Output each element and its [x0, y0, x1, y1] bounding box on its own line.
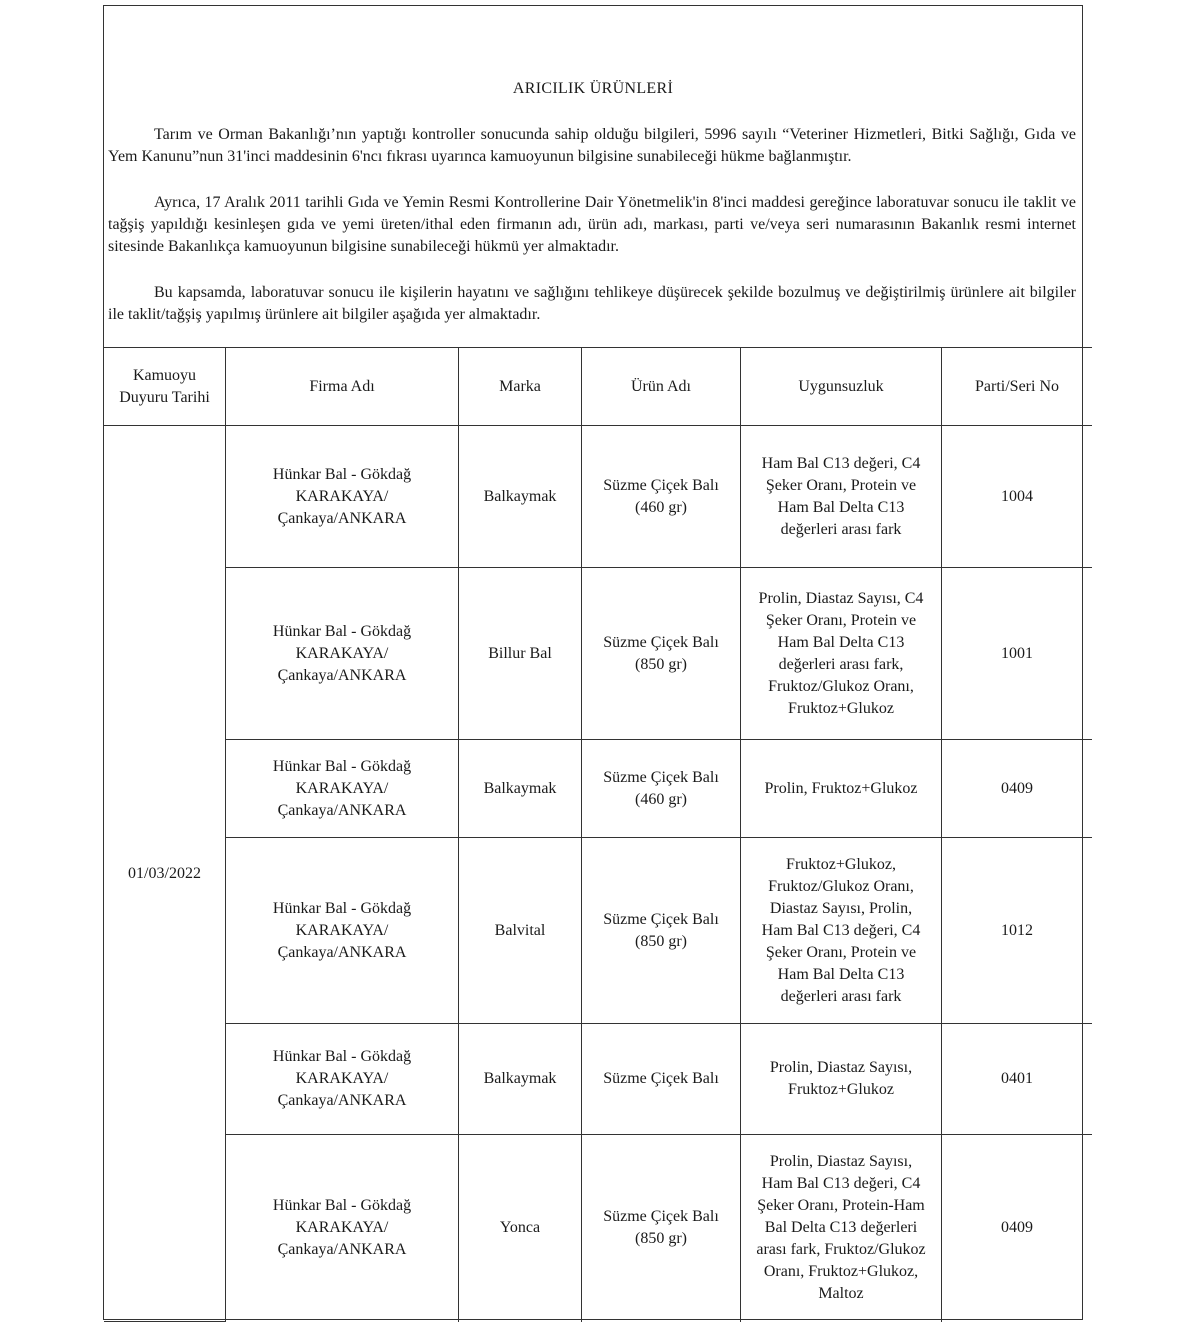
lot-cell: 0409 — [942, 1135, 1093, 1322]
nonconformity-cell: Prolin, Diastaz Sayısı, Fruktoz+Glukoz — [741, 1024, 942, 1135]
announcement-date: 01/03/2022 — [104, 426, 226, 1322]
table-row — [104, 568, 1092, 740]
brand-cell: Balkaymak — [459, 1024, 582, 1135]
lot-cell: 1012 — [942, 838, 1093, 1024]
firm-cell: Hünkar Bal - Gökdağ KARAKAYA/ Çankaya/ANKARA — [226, 1135, 459, 1322]
product-cell: Süzme Çiçek Balı (850 gr) — [582, 568, 741, 740]
product-cell: Süzme Çiçek Balı — [582, 1024, 741, 1135]
header-product: Ürün Adı — [582, 348, 741, 426]
firm-cell: Hünkar Bal - Gökdağ KARAKAYA/ Çankaya/ANKARA — [226, 426, 459, 568]
firm-cell: Hünkar Bal - Gökdağ KARAKAYA/ Çankaya/ANKARA — [226, 740, 459, 838]
header-firm: Firma Adı — [226, 348, 459, 426]
lot-cell: 1001 — [942, 568, 1093, 740]
products-table — [104, 347, 1092, 1322]
firm-cell: Hünkar Bal - Gökdağ KARAKAYA/ Çankaya/ANKARA — [226, 1024, 459, 1135]
firm-cell: Hünkar Bal - Gökdağ KARAKAYA/ Çankaya/ANKARA — [226, 568, 459, 740]
table-row — [104, 426, 1092, 568]
table-row — [104, 838, 1092, 1024]
brand-cell: Balkaymak — [459, 740, 582, 838]
nonconformity-cell: Fruktoz+Glukoz, Fruktoz/Glukoz Oranı, Diastaz Sayısı, Prolin, Ham Bal C13 değeri, C4 Şeker Oranı, Protein ve Ham Bal Delta C13 değerleri arası fark — [741, 838, 942, 1024]
header-lot-no: Parti/Seri No — [942, 348, 1093, 426]
table-row — [104, 1135, 1092, 1322]
firm-cell: Hünkar Bal - Gökdağ KARAKAYA/ Çankaya/ANKARA — [226, 838, 459, 1024]
header-date: Kamuoyu Duyuru Tarihi — [104, 348, 226, 426]
nonconformity-cell: Ham Bal C13 değeri, C4 Şeker Oranı, Protein ve Ham Bal Delta C13 değerleri arası fark — [741, 426, 942, 568]
nonconformity-cell: Prolin, Fruktoz+Glukoz — [741, 740, 942, 838]
lot-cell: 0409 — [942, 740, 1093, 838]
header-nonconformity: Uygunsuzluk — [741, 348, 942, 426]
lot-cell: 0401 — [942, 1024, 1093, 1135]
document-title: ARICILIK ÜRÜNLERİ — [512, 80, 674, 97]
product-cell: Süzme Çiçek Balı (460 gr) — [582, 740, 741, 838]
table-row — [104, 740, 1092, 838]
nonconformity-cell: Prolin, Diastaz Sayısı, C4 Şeker Oranı, Protein ve Ham Bal Delta C13 değerleri arası fark, Fruktoz/Glukoz Oranı, Fruktoz+Glukoz — [741, 568, 942, 740]
brand-cell: Balkaymak — [459, 426, 582, 568]
document-page — [103, 5, 1083, 1320]
brand-cell: Balvital — [459, 838, 582, 1024]
brand-cell: Yonca — [459, 1135, 582, 1322]
intro-paragraph-3: Bu kapsamda, laboratuvar sonucu ile kişilerin hayatını ve sağlığını tehlikeye düşürecek şekilde bozulmuş ve değiştirilmiş ürünlere ait bilgiler ile taklit/tağşiş yapılmış ürünlere ait bilgiler aşağıda yer almaktadır. — [108, 284, 1076, 323]
product-cell: Süzme Çiçek Balı (850 gr) — [582, 838, 741, 1024]
brand-cell: Billur Bal — [459, 568, 582, 740]
product-cell: Süzme Çiçek Balı (850 gr) — [582, 1135, 741, 1322]
table-row — [104, 1024, 1092, 1135]
table-header-row — [104, 348, 1092, 426]
intro-paragraph-1: Tarım ve Orman Bakanlığı’nın yaptığı kontroller sonucunda sahip olduğu bilgileri, 5996 sayılı “Veteriner Hizmetleri, Bitki Sağlığı, Gıda ve Yem Kanunu”nun 31'inci maddesinin 6'ncı fıkrası uyarınca kamuoyunun bilgisine sunabileceği hükme bağlanmıştır. — [108, 126, 1076, 165]
header-brand: Marka — [459, 348, 582, 426]
intro-section — [104, 6, 1082, 348]
intro-paragraph-2: Ayrıca, 17 Aralık 2011 tarihli Gıda ve Yemin Resmi Kontrollerine Dair Yönetmelik'in 8'inci maddesi gereğince laboratuvar sonucu ile taklit ve tağşiş yapıldığı kesinleşen gıda ve yemi üreten/ithal eden firmanın adı, ürün adı, markası, parti ve/veya seri numarasının Bakanlık resmi internet sitesinde Bakanlıkça kamuoyunun bilgisine sunabileceği hükmü yer almaktadır. — [108, 194, 1076, 255]
product-cell: Süzme Çiçek Balı (460 gr) — [582, 426, 741, 568]
nonconformity-cell: Prolin, Diastaz Sayısı, Ham Bal C13 değeri, C4 Şeker Oranı, Protein-Ham Bal Delta C13 değerleri arası fark, Fruktoz/Glukoz Oranı, Fruktoz+Glukoz, Maltoz — [741, 1135, 942, 1322]
lot-cell: 1004 — [942, 426, 1093, 568]
